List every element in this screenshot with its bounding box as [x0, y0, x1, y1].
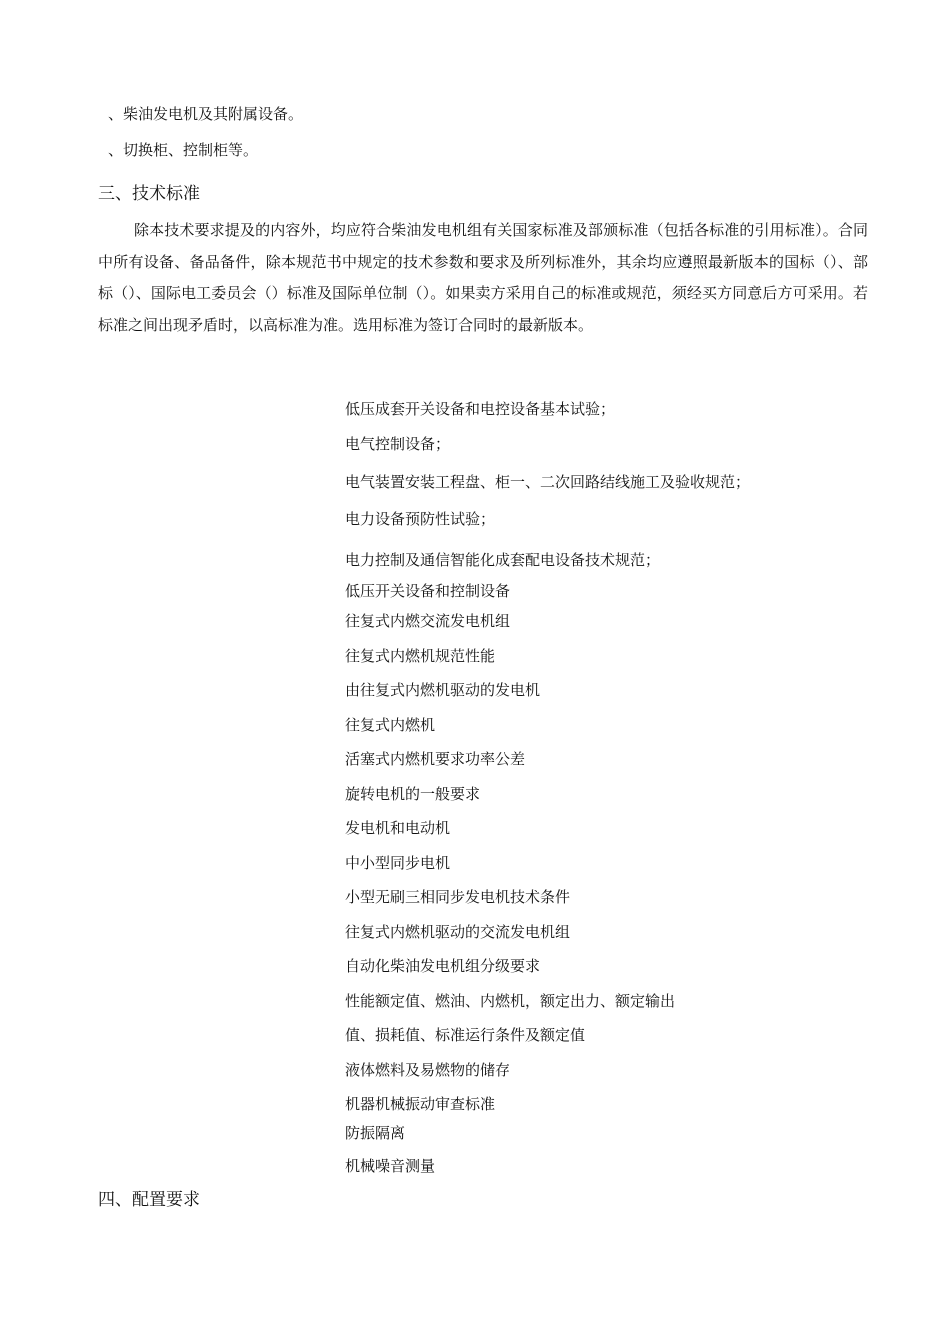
standard-item: 往复式内燃机	[345, 716, 436, 734]
standard-item: 值、损耗值、标准运行条件及额定值	[345, 1026, 586, 1044]
standard-item: 电力设备预防性试验；	[345, 510, 496, 528]
standard-item: 机械噪音测量	[345, 1157, 436, 1175]
standard-item: 电力控制及通信智能化成套配电设备技术规范；	[345, 551, 661, 569]
standard-item: 液体燃料及易燃物的储存	[345, 1061, 511, 1079]
standard-item: 发电机和电动机	[345, 819, 451, 837]
standard-item: 低压开关设备和控制设备	[345, 582, 511, 600]
standard-item: 低压成套开关设备和电控设备基本试验；	[345, 400, 616, 418]
standard-item: 往复式内燃交流发电机组	[345, 612, 511, 630]
standard-item: 小型无刷三相同步发电机技术条件	[345, 888, 571, 906]
scope-item-2: 、切换柜、控制柜等。	[108, 141, 259, 159]
section-4-heading: 四、配置要求	[98, 1190, 200, 1210]
section-3-heading: 三、技术标准	[98, 184, 200, 204]
standard-item: 电气装置安装工程盘、柜一、二次回路结线施工及验收规范；	[345, 473, 751, 491]
scope-item-1: 、柴油发电机及其附属设备。	[108, 105, 304, 123]
standard-item: 由往复式内燃机驱动的发电机	[345, 681, 541, 699]
section-3-paragraph: 除本技术要求提及的内容外，均应符合柴油发电机组有关国家标准及部颁标准（包括各标准的引用标准）。合同中所有设备、备品备件，除本规范书中规定的技术参数和要求及所列标准外，其余均应遵照最新版本的国标（）、部标（）、国际电工委员会（）标准及国际单位制（）。如果卖方采用自己的标准或规范，须经买方同意后方可采用。若标准之间出现矛盾时，以高标准为准。选用标准为签订合同时的最新版本。	[98, 221, 868, 334]
standard-item: 防振隔离	[345, 1124, 406, 1142]
standard-item: 往复式内燃机规范性能	[345, 647, 496, 665]
standard-item: 旋转电机的一般要求	[345, 785, 481, 803]
standard-item: 活塞式内燃机要求功率公差	[345, 750, 526, 768]
standard-item: 中小型同步电机	[345, 854, 451, 872]
standard-item: 机器机械振动审查标准	[345, 1095, 496, 1113]
standard-item: 自动化柴油发电机组分级要求	[345, 957, 541, 975]
standard-item: 性能额定值、燃油、内燃机，额定出力、额定输出	[345, 992, 676, 1010]
standard-item: 电气控制设备；	[345, 435, 451, 453]
standard-item: 往复式内燃机驱动的交流发电机组	[345, 923, 571, 941]
